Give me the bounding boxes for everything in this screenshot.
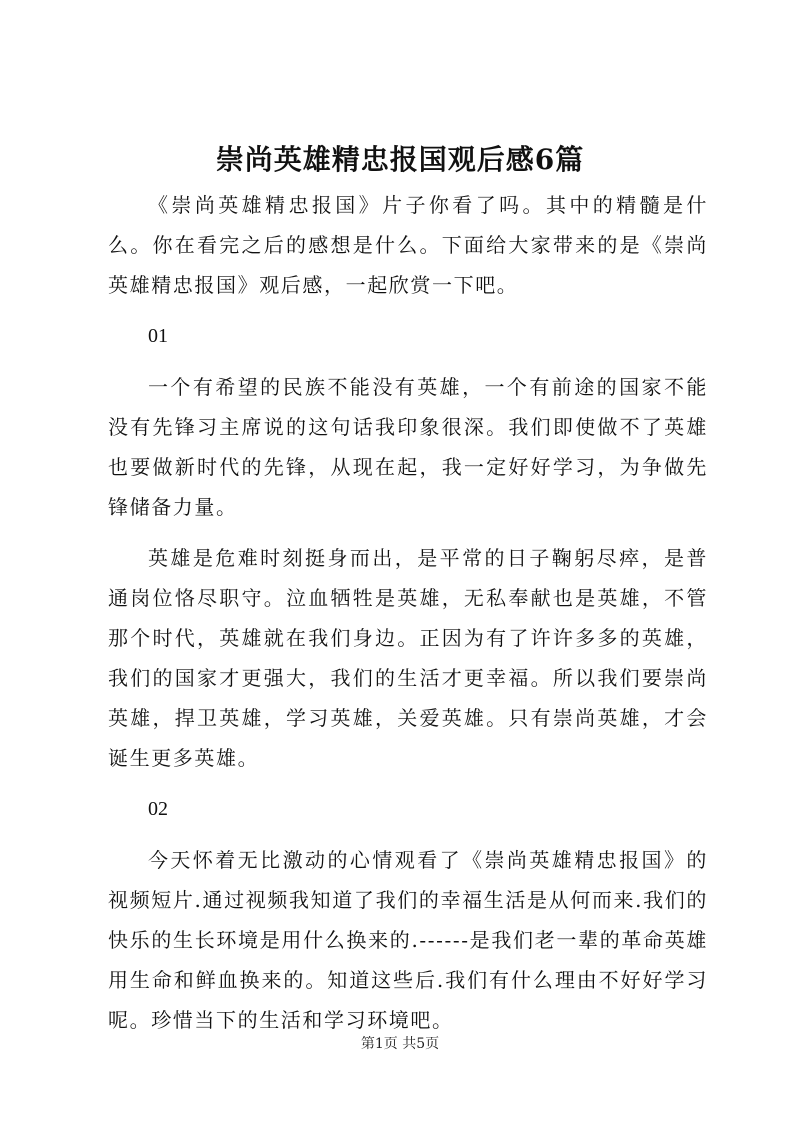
intro-paragraph: 《崇尚英雄精忠报国》片子你看了吗。其中的精髓是什么。你在看完之后的感想是什么。下面给大家带来的是《崇尚英雄精忠报国》观后感，一起欣赏一下吧。 [108,193,708,297]
section-number-01: 01 [148,325,168,347]
page-footer: 第1页 共5页 [360,1036,440,1052]
document-body [108,185,708,1051]
section-number-02: 02 [148,798,168,820]
body-paragraph: 今天怀着无比激动的心情观看了《崇尚英雄精忠报国》的视频短片.通过视频我知道了我们的幸福生活是从何而来.我们的快乐的生长环境是用什么换来的.------是我们老一辈的革命英雄用生命和鲜血换来的。知道这些后.我们有什么理由不好好学习呢。珍惜当下的生活和学习环境吧。 [108,848,708,1032]
document-title: 崇尚英雄精忠报国观后感6篇 [215,143,585,176]
body-paragraph: 一个有希望的民族不能没有英雄，一个有前途的国家不能没有先锋习主席说的这句话我印象很深。我们即使做不了英雄也要做新时代的先锋，从现在起，我一定好好学习，为争做先锋储备力量。 [108,375,708,519]
body-paragraph: 英雄是危难时刻挺身而出，是平常的日子鞠躬尽瘁，是普通岗位恪尽职守。泣血牺牲是英雄，无私奉献也是英雄，不管那个时代，英雄就在我们身边。正因为有了许许多多的英雄，我们的国家才更强大，我们的生活才更幸福。所以我们要崇尚英雄，捍卫英雄，学习英雄，关爱英雄。只有崇尚英雄，才会诞生更多英雄。 [108,546,708,770]
